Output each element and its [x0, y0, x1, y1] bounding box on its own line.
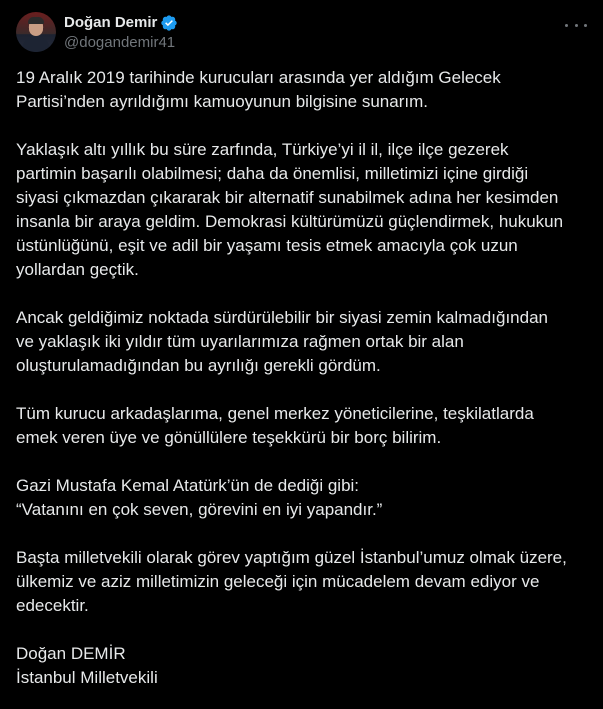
avatar-hair [28, 17, 44, 24]
tweet-text-line: Başta milletvekili olarak görev yaptığım güzel İstanbul’umuz olmak üzere, [16, 548, 567, 567]
more-dot [575, 24, 578, 27]
tweet-text-line: Yaklaşık altı yıllık bu süre zarfında, Türkiye’yi il il, ilçe ilçe gezerek [16, 140, 509, 159]
author-names [64, 13, 178, 53]
tweet-text-line: üstünlüğünü, eşit ve adil bir yaşamı tesis etmek amacıyla çok uzun [16, 236, 518, 255]
tweet-text-line: Partisi’nden ayrıldığımı kamuoyunun bilgisine sunarım. [16, 92, 428, 111]
tweet-paragraph [16, 138, 591, 282]
avatar-suit [22, 36, 50, 52]
more-dot [584, 24, 587, 27]
tweet-text-line: Doğan DEMİR [16, 644, 126, 663]
more-dot [565, 24, 568, 27]
author-display-name[interactable]: Doğan Demir [64, 14, 158, 31]
tweet-text-line: 19 Aralık 2019 tarihinde kurucuları arasında yer aldığım Gelecek [16, 68, 501, 87]
tweet-text-line: partimin başarılı olabilmesi; daha da önemlisi, milletimizi içine girdiği [16, 164, 529, 183]
tweet-text-line: “Vatanını en çok seven, görevini en iyi yapandır.” [16, 500, 383, 519]
tweet-text-line: emek veren üye ve gönüllülere teşekkürü bir borç bilirim. [16, 428, 442, 447]
tweet-text-line: siyasi çıkmazdan çıkararak bir alternatif sunabilmek adına her kesimden [16, 188, 559, 207]
more-options-icon[interactable] [565, 16, 587, 34]
tweet-text-line: İstanbul Milletvekili [16, 668, 158, 687]
tweet-paragraph [16, 474, 591, 522]
tweet-text-line: oluşturulamadığından bu ayrılığı gerekli gördüm. [16, 356, 381, 375]
tweet-paragraph [16, 402, 591, 450]
tweet-text-line: insanla bir araya geldim. Demokrasi kültürümüzü güçlendirmek, hukukun [16, 212, 564, 231]
tweet-paragraph [16, 66, 591, 114]
avatar[interactable] [16, 12, 56, 52]
tweet-header [16, 12, 587, 56]
tweet-text-line: edecektir. [16, 596, 89, 615]
tweet-text-line: ve yaklaşık iki yıldır tüm uyarılarımıza rağmen ortak bir alan [16, 332, 464, 351]
verified-badge-icon[interactable] [160, 14, 178, 32]
tweet-paragraph [16, 546, 591, 618]
tweet-text-line: yollardan geçtik. [16, 260, 139, 279]
tweet-text-line: Ancak geldiğimiz noktada sürdürülebilir bir siyasi zemin kalmadığından [16, 308, 548, 327]
tweet-text [16, 66, 591, 690]
display-name-row [64, 13, 178, 33]
tweet-paragraph [16, 306, 591, 378]
author-handle[interactable]: @dogandemir41 [64, 34, 176, 51]
tweet-paragraph [16, 642, 591, 690]
tweet-text-line: Gazi Mustafa Kemal Atatürk’ün de dediği gibi: [16, 476, 360, 495]
tweet-text-line: Tüm kurucu arkadaşlarıma, genel merkez yöneticilerine, teşkilatlarda [16, 404, 534, 423]
tweet-text-line: ülkemiz ve aziz milletimizin geleceği için mücadelem devam ediyor ve [16, 572, 540, 591]
